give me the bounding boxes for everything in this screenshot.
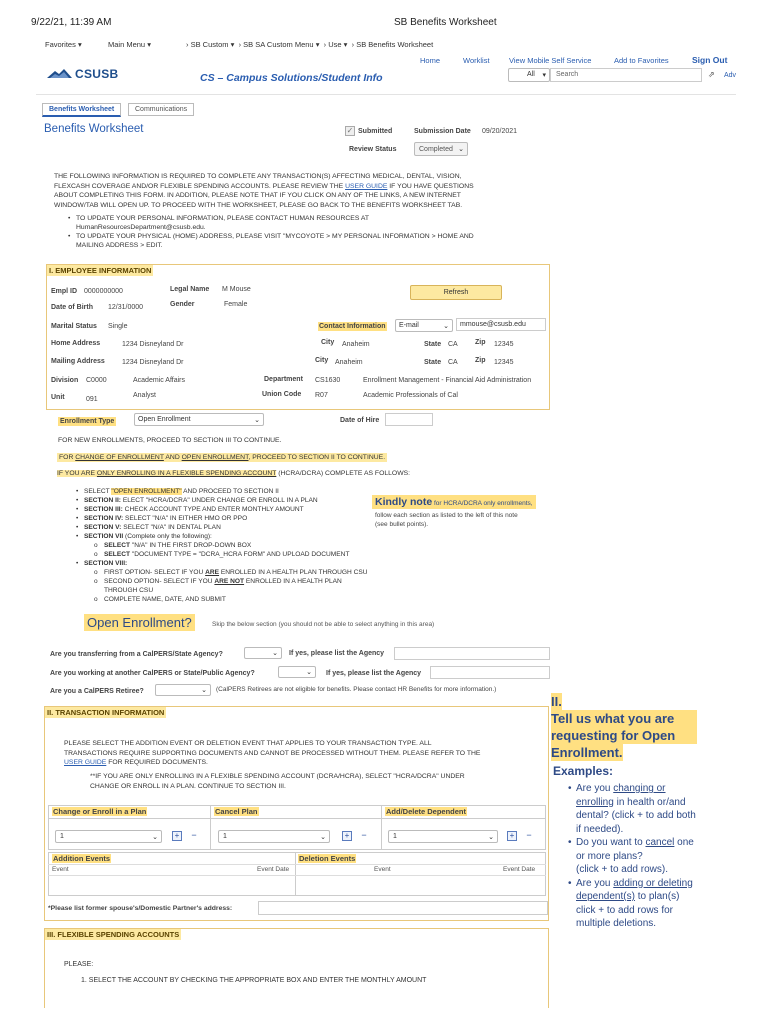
transfer-agency-input[interactable] bbox=[394, 647, 550, 660]
column-header: Event Date bbox=[257, 866, 290, 873]
chevron-down-icon: ▾ bbox=[77, 40, 82, 49]
tab-communications[interactable]: Communications bbox=[128, 103, 194, 116]
chevron-down-icon: ⌄ bbox=[306, 669, 312, 676]
chevron-right-icon: › bbox=[351, 40, 355, 49]
enrollment-type-label: Enrollment Type bbox=[60, 418, 115, 425]
change-enroll-plan-select[interactable]: 1 ⌄ bbox=[55, 830, 162, 843]
contact-value-input[interactable]: mmouse@csusb.edu bbox=[456, 318, 546, 331]
list-item: • TO UPDATE YOUR PERSONAL INFORMATION, PLEASE CONTACT HUMAN RESOURCES AT HumanResourcesDepartment@csusb.edu. bbox=[66, 214, 516, 232]
delete-row-button[interactable]: − bbox=[526, 830, 532, 840]
list-item: • SECTION VII (Complete only the following): o SELECT "N/A" IN THE FIRST DROP-DOWN BOX o SELECT "DOCUMENT TYPE = "DCRA_HCRA FORM" AND UPLOAD DOCUMENT bbox=[74, 532, 374, 559]
contact-info-label: Contact Information bbox=[319, 323, 386, 330]
print-doc-title: SB Benefits Worksheet bbox=[394, 17, 497, 28]
chevron-down-icon: ⌄ bbox=[488, 833, 494, 841]
division-value: Academic Affairs bbox=[133, 377, 186, 384]
tab-benefits-worksheet[interactable]: Benefits Worksheet bbox=[42, 103, 121, 117]
fsa-instructions-list bbox=[74, 487, 374, 604]
column-header: Event bbox=[374, 866, 391, 873]
enrollment-type-select[interactable]: Open Enrollment ⌄ bbox=[134, 413, 264, 426]
chevron-right-icon: › bbox=[238, 40, 242, 49]
kindly-note-body: follow each section as listed to the left of this note (see bullet points). bbox=[375, 512, 518, 528]
annotation-heading: II. Tell us what you are requesting for Open Enrollment. bbox=[551, 693, 697, 761]
city-value: Anaheim bbox=[335, 359, 363, 366]
section-title: II. TRANSACTION INFORMATION bbox=[47, 708, 165, 717]
home-address-value: 1234 Disneyland Dr bbox=[122, 341, 184, 348]
column-header: Cancel Plan bbox=[215, 807, 258, 816]
dob-label: Date of Birth bbox=[51, 304, 93, 311]
open-enrollment-heading: Open Enrollment? bbox=[84, 614, 195, 631]
list-item: o SECOND OPTION- SELECT IF YOU ARE NOT ENROLLED IN A HEALTH PLAN THROUGH CSU bbox=[94, 577, 374, 595]
chevron-down-icon: ⌄ bbox=[152, 833, 158, 841]
zip-value: 12345 bbox=[494, 341, 514, 348]
chevron-down-icon: ⌄ bbox=[272, 650, 278, 657]
section-title: I. EMPLOYEE INFORMATION bbox=[49, 266, 152, 275]
intro-paragraph: THE FOLLOWING INFORMATION IS REQUIRED TO COMPLETE ANY TRANSACTION(S) AFFECTING MEDICAL, DENTAL, VISION, FLEXCASH COVERAGE AND/OR FLEXIBLE SPENDING ACCOUNTS. PLEASE REVIEW THE USER GUIDE IF YOU HAVE QUESTIONS ABOUT COMPLETING THIS FORM. IN ADDITION, PLEASE NOTE THAT IF YOU CLICK ON ANY OF THE LINKS, A NEW INTERNET WINDOW/TAB WILL OPEN UP. TO PROCEED WITH THE WORKSHEET, PLEASE GO BACK TO THE BENEFITS WORKSHEET TAB. bbox=[54, 173, 474, 209]
column-header: Event bbox=[52, 866, 69, 873]
review-status-select[interactable]: Completed ⌄ bbox=[414, 142, 468, 156]
list-item: o FIRST OPTION- SELECT IF YOU ARE ENROLLED IN A HEALTH PLAN THROUGH CSU bbox=[94, 568, 374, 577]
list-item: • SECTION V: SELECT "N/A" IN DENTAL PLAN bbox=[74, 523, 374, 532]
submission-date-value: 09/20/2021 bbox=[482, 128, 518, 135]
legal-name-label: Legal Name bbox=[170, 286, 210, 293]
department-value: Enrollment Management - Financial Aid Administration bbox=[363, 377, 532, 384]
column-header: Event Date bbox=[503, 866, 536, 873]
user-guide-link[interactable]: USER GUIDE bbox=[345, 182, 388, 190]
column-header: Change or Enroll in a Plan bbox=[53, 807, 147, 816]
favorites-menu[interactable]: Favorites ▾ bbox=[45, 40, 82, 49]
submitted-checkbox[interactable]: ✓ bbox=[346, 126, 354, 135]
list-item: o SELECT "DOCUMENT TYPE = "DCRA_HCRA FORM" AND UPLOAD DOCUMENT bbox=[94, 550, 374, 559]
chevron-down-icon: ▾ bbox=[343, 40, 348, 49]
header-divider bbox=[36, 94, 736, 95]
chevron-down-icon: ▾ bbox=[147, 40, 151, 49]
events-column-header-row bbox=[48, 864, 546, 876]
kindly-note-callout: Kindly note for HCRA/DCRA only enrollments, bbox=[372, 495, 536, 509]
sign-out-link[interactable]: Sign Out bbox=[692, 55, 728, 65]
gender-value: Female bbox=[224, 301, 248, 308]
breadcrumb-sb-custom[interactable]: SB Custom bbox=[190, 40, 229, 49]
city-label: City bbox=[315, 357, 329, 364]
column-divider bbox=[210, 805, 211, 850]
annotation-examples-list bbox=[566, 782, 726, 931]
view-mobile-self-service-link[interactable]: View Mobile Self Service bbox=[509, 56, 592, 65]
former-spouse-address-input[interactable] bbox=[258, 901, 548, 915]
csusb-logo bbox=[46, 66, 118, 82]
list-item: • Are you changing or enrolling in health or/and dental? (click + to add both if needed). bbox=[566, 782, 726, 836]
former-spouse-address-label: *Please list former spouse's/Domestic Partner's address: bbox=[48, 905, 233, 912]
flexible-spending-section bbox=[44, 928, 549, 1008]
user-guide-link[interactable]: USER GUIDE bbox=[64, 759, 107, 766]
marital-status-label: Marital Status bbox=[51, 323, 97, 330]
page-title: Benefits Worksheet bbox=[44, 123, 144, 135]
advanced-search-icon[interactable]: ⇗ bbox=[708, 70, 715, 79]
instruction-line: IF YOU ARE ONLY ENROLLING IN A FLEXIBLE SPENDING ACCOUNT (HCRA/DCRA) COMPLETE AS FOLLOWS: bbox=[57, 470, 411, 477]
annotation-examples-heading: Examples: bbox=[553, 764, 614, 778]
add-row-button[interactable]: + bbox=[507, 831, 517, 841]
division-code: C0000 bbox=[86, 377, 107, 384]
transfer-calpers-label: Are you transferring from a CalPERS/State Agency? bbox=[50, 651, 223, 658]
intro-bullets bbox=[66, 214, 516, 250]
chevron-down-icon: ⌄ bbox=[254, 416, 260, 424]
dob-value: 12/31/0000 bbox=[108, 304, 144, 311]
submitted-label: Submitted bbox=[358, 128, 393, 135]
print-datetime: 9/22/21, 11:39 AM bbox=[31, 17, 112, 28]
unit-label: Unit bbox=[51, 394, 65, 401]
chevron-down-icon: ▾ bbox=[542, 72, 546, 79]
breadcrumb-sb-benefits-worksheet[interactable]: SB Benefits Worksheet bbox=[356, 40, 434, 49]
date-of-hire-label: Date of Hire bbox=[340, 417, 380, 424]
breadcrumb-use[interactable]: Use bbox=[328, 40, 342, 49]
list-item: • Do you want to cancel one or more plans? (click + to add rows). bbox=[566, 836, 726, 877]
list-item: o COMPLETE NAME, DATE, AND SUBMIT bbox=[94, 595, 374, 604]
logo-text: CSUSB bbox=[75, 67, 119, 81]
chevron-right-icon: › bbox=[323, 40, 327, 49]
zip-label: Zip bbox=[475, 357, 486, 364]
transfer-agency-label: If yes, please list the Agency bbox=[289, 650, 385, 657]
zip-value: 12345 bbox=[494, 359, 514, 366]
column-header: Add/Delete Dependent bbox=[386, 807, 467, 816]
add-row-button[interactable]: + bbox=[172, 831, 182, 841]
deletion-events-heading: Deletion Events bbox=[299, 854, 356, 863]
list-item: • SECTION III: CHECK ACCOUNT TYPE AND ENTER MONTHLY AMOUNT bbox=[74, 505, 374, 514]
chevron-down-icon: ▾ bbox=[230, 40, 235, 49]
add-to-favorites-link[interactable]: Add to Favorites bbox=[614, 56, 669, 65]
breadcrumb-sb-sa-custom-menu[interactable]: SB SA Custom Menu bbox=[243, 40, 314, 49]
delete-row-button[interactable]: − bbox=[191, 830, 197, 840]
department-label: Department bbox=[264, 376, 303, 383]
division-label: Division bbox=[51, 377, 79, 384]
date-of-hire-input[interactable] bbox=[385, 413, 433, 426]
home-address-label: Home Address bbox=[51, 340, 101, 347]
fsa-step-1: 1. SELECT THE ACCOUNT BY CHECKING THE APPROPRIATE BOX AND ENTER THE MONTHLY AMOUNT bbox=[81, 977, 427, 984]
list-item: o SELECT "N/A" IN THE FIRST DROP-DOWN BOX bbox=[94, 541, 374, 550]
other-agency-label: Are you working at another CalPERS or State/Public Agency? bbox=[50, 670, 255, 677]
state-label: State bbox=[424, 359, 442, 366]
state-value: CA bbox=[448, 341, 458, 348]
legal-name-value: M Mouse bbox=[222, 286, 251, 293]
calpers-retiree-label: Are you a CalPERS Retiree? bbox=[50, 688, 144, 695]
worklist-link[interactable]: Worklist bbox=[463, 56, 490, 65]
list-item: • SECTION II: ELECT "HCRA/DCRA" UNDER CHANGE OR ENROLL IN A PLAN bbox=[74, 496, 374, 505]
emplid-value: 0000000000 bbox=[84, 288, 123, 295]
other-agency-input[interactable] bbox=[430, 666, 550, 679]
mailing-address-value: 1234 Disneyland Dr bbox=[122, 359, 184, 366]
main-menu[interactable]: Main Menu ▾ bbox=[108, 40, 151, 49]
list-item: • SELECT "OPEN ENROLLMENT" AND PROCEED TO SECTION II bbox=[74, 487, 374, 496]
chevron-down-icon: ⌄ bbox=[320, 833, 326, 841]
gender-label: Gender bbox=[170, 301, 195, 308]
system-title: CS – Campus Solutions/Student Info bbox=[200, 72, 383, 84]
section-title: III. FLEXIBLE SPENDING ACCOUNTS bbox=[47, 930, 180, 939]
mailing-address-label: Mailing Address bbox=[51, 358, 105, 365]
emplid-label: Empl ID bbox=[51, 288, 78, 295]
union-code-value: R07 bbox=[315, 392, 328, 399]
chevron-down-icon: ⌄ bbox=[201, 687, 207, 694]
department-code: CS1630 bbox=[315, 377, 341, 384]
submission-date-label: Submission Date bbox=[414, 128, 471, 135]
search-scope-select[interactable]: All ▾ bbox=[508, 68, 550, 82]
list-item: • SECTION VIII: o FIRST OPTION- SELECT IF YOU ARE ENROLLED IN A HEALTH PLAN THROUGH CSU o SECOND OPTION- SELECT IF YOU ARE NOT ENROLLED IN A HEALTH PLAN THROUGH CSU o COMPLETE NAME, DATE, AND SUBMIT bbox=[74, 559, 374, 604]
zip-label: Zip bbox=[475, 339, 486, 346]
home-link[interactable]: Home bbox=[420, 56, 441, 65]
list-item: • TO UPDATE YOUR PHYSICAL (HOME) ADDRESS, PLEASE VISIT "MYCOYOTE > MY PERSONAL INFORMATION > HOME AND MAILING ADDRESS > EDIT. bbox=[66, 232, 516, 250]
union-name-value: Academic Professionals of Cal bbox=[363, 392, 458, 399]
open-enrollment-skip-note: Skip the below section (you should not be able to select anything in this area) bbox=[212, 621, 435, 628]
calpers-retiree-select[interactable] bbox=[155, 684, 211, 696]
chevron-down-icon: ▾ bbox=[315, 40, 320, 49]
add-delete-dependent-select[interactable]: 1 ⌄ bbox=[388, 830, 498, 843]
delete-row-button[interactable]: − bbox=[361, 830, 367, 840]
chevron-right-icon: › bbox=[186, 40, 189, 49]
search-input[interactable]: Search bbox=[550, 68, 702, 82]
marital-status-value: Single bbox=[108, 323, 128, 330]
cancel-plan-select[interactable]: 1 ⌄ bbox=[218, 830, 330, 843]
list-item: • Are you adding or deleting dependent(s) to plan(s) click + to add rows for multiple deletions. bbox=[566, 877, 726, 931]
city-label: City bbox=[321, 339, 335, 346]
add-row-button[interactable]: + bbox=[342, 831, 352, 841]
union-code-label: Union Code bbox=[262, 391, 302, 398]
transfer-calpers-select[interactable] bbox=[244, 647, 282, 659]
column-divider bbox=[381, 805, 382, 850]
instruction-line: FOR NEW ENROLLMENTS, PROCEED TO SECTION III TO CONTINUE. bbox=[58, 437, 282, 444]
unit-code: 091 bbox=[86, 396, 98, 403]
city-value: Anaheim bbox=[342, 341, 370, 348]
transaction-instructions: PLEASE SELECT THE ADDITION EVENT OR DELETION EVENT THAT APPLIES TO YOUR TRANSACTION TYPE. ALL TRANSACTIONS REQUIRE SUPPORTING DOCUMENTS AND CANNOT BE PROCESSED WITHOUT THEM. PLEASE REFER TO THE USER GUIDE FOR REQUIRED DOCUMENTS. bbox=[64, 740, 481, 766]
other-agency-list-label: If yes, please list the Agency bbox=[326, 670, 422, 677]
state-value: CA bbox=[448, 359, 458, 366]
advanced-search-link[interactable]: Adv bbox=[724, 72, 737, 79]
refresh-button[interactable]: Refresh bbox=[410, 285, 502, 300]
unit-value: Analyst bbox=[133, 392, 156, 399]
chevron-down-icon: ⌄ bbox=[443, 322, 449, 330]
fsa-please: PLEASE: bbox=[64, 961, 94, 968]
breadcrumb bbox=[186, 40, 433, 49]
state-label: State bbox=[424, 341, 442, 348]
instruction-line: FOR CHANGE OF ENROLLMENT AND OPEN ENROLLMENT, PROCEED TO SECTION II TO CONTINUE. bbox=[59, 454, 386, 461]
review-status-label: Review Status bbox=[349, 146, 397, 153]
calpers-retiree-note: (CalPERS Retirees are not eligible for benefits. Please contact HR Benefits for more information.) bbox=[216, 686, 497, 693]
contact-type-select[interactable]: E-mail ⌄ bbox=[395, 319, 453, 332]
addition-events-heading: Addition Events bbox=[53, 854, 111, 863]
chevron-down-icon: ⌄ bbox=[458, 146, 464, 153]
list-item: • SECTION IV: SELECT "N/A" IN EITHER HMO OR PPO bbox=[74, 514, 374, 523]
other-agency-select[interactable] bbox=[278, 666, 316, 678]
fsa-only-note: **IF YOU ARE ONLY ENROLLING IN A FLEXIBLE SPENDING ACCOUNT (DCRA/HCRA), SELECT "HCRA/DCRA" UNDER CHANGE OR ENROLL IN A PLAN. CONTINUE TO SECTION III. bbox=[90, 773, 465, 790]
